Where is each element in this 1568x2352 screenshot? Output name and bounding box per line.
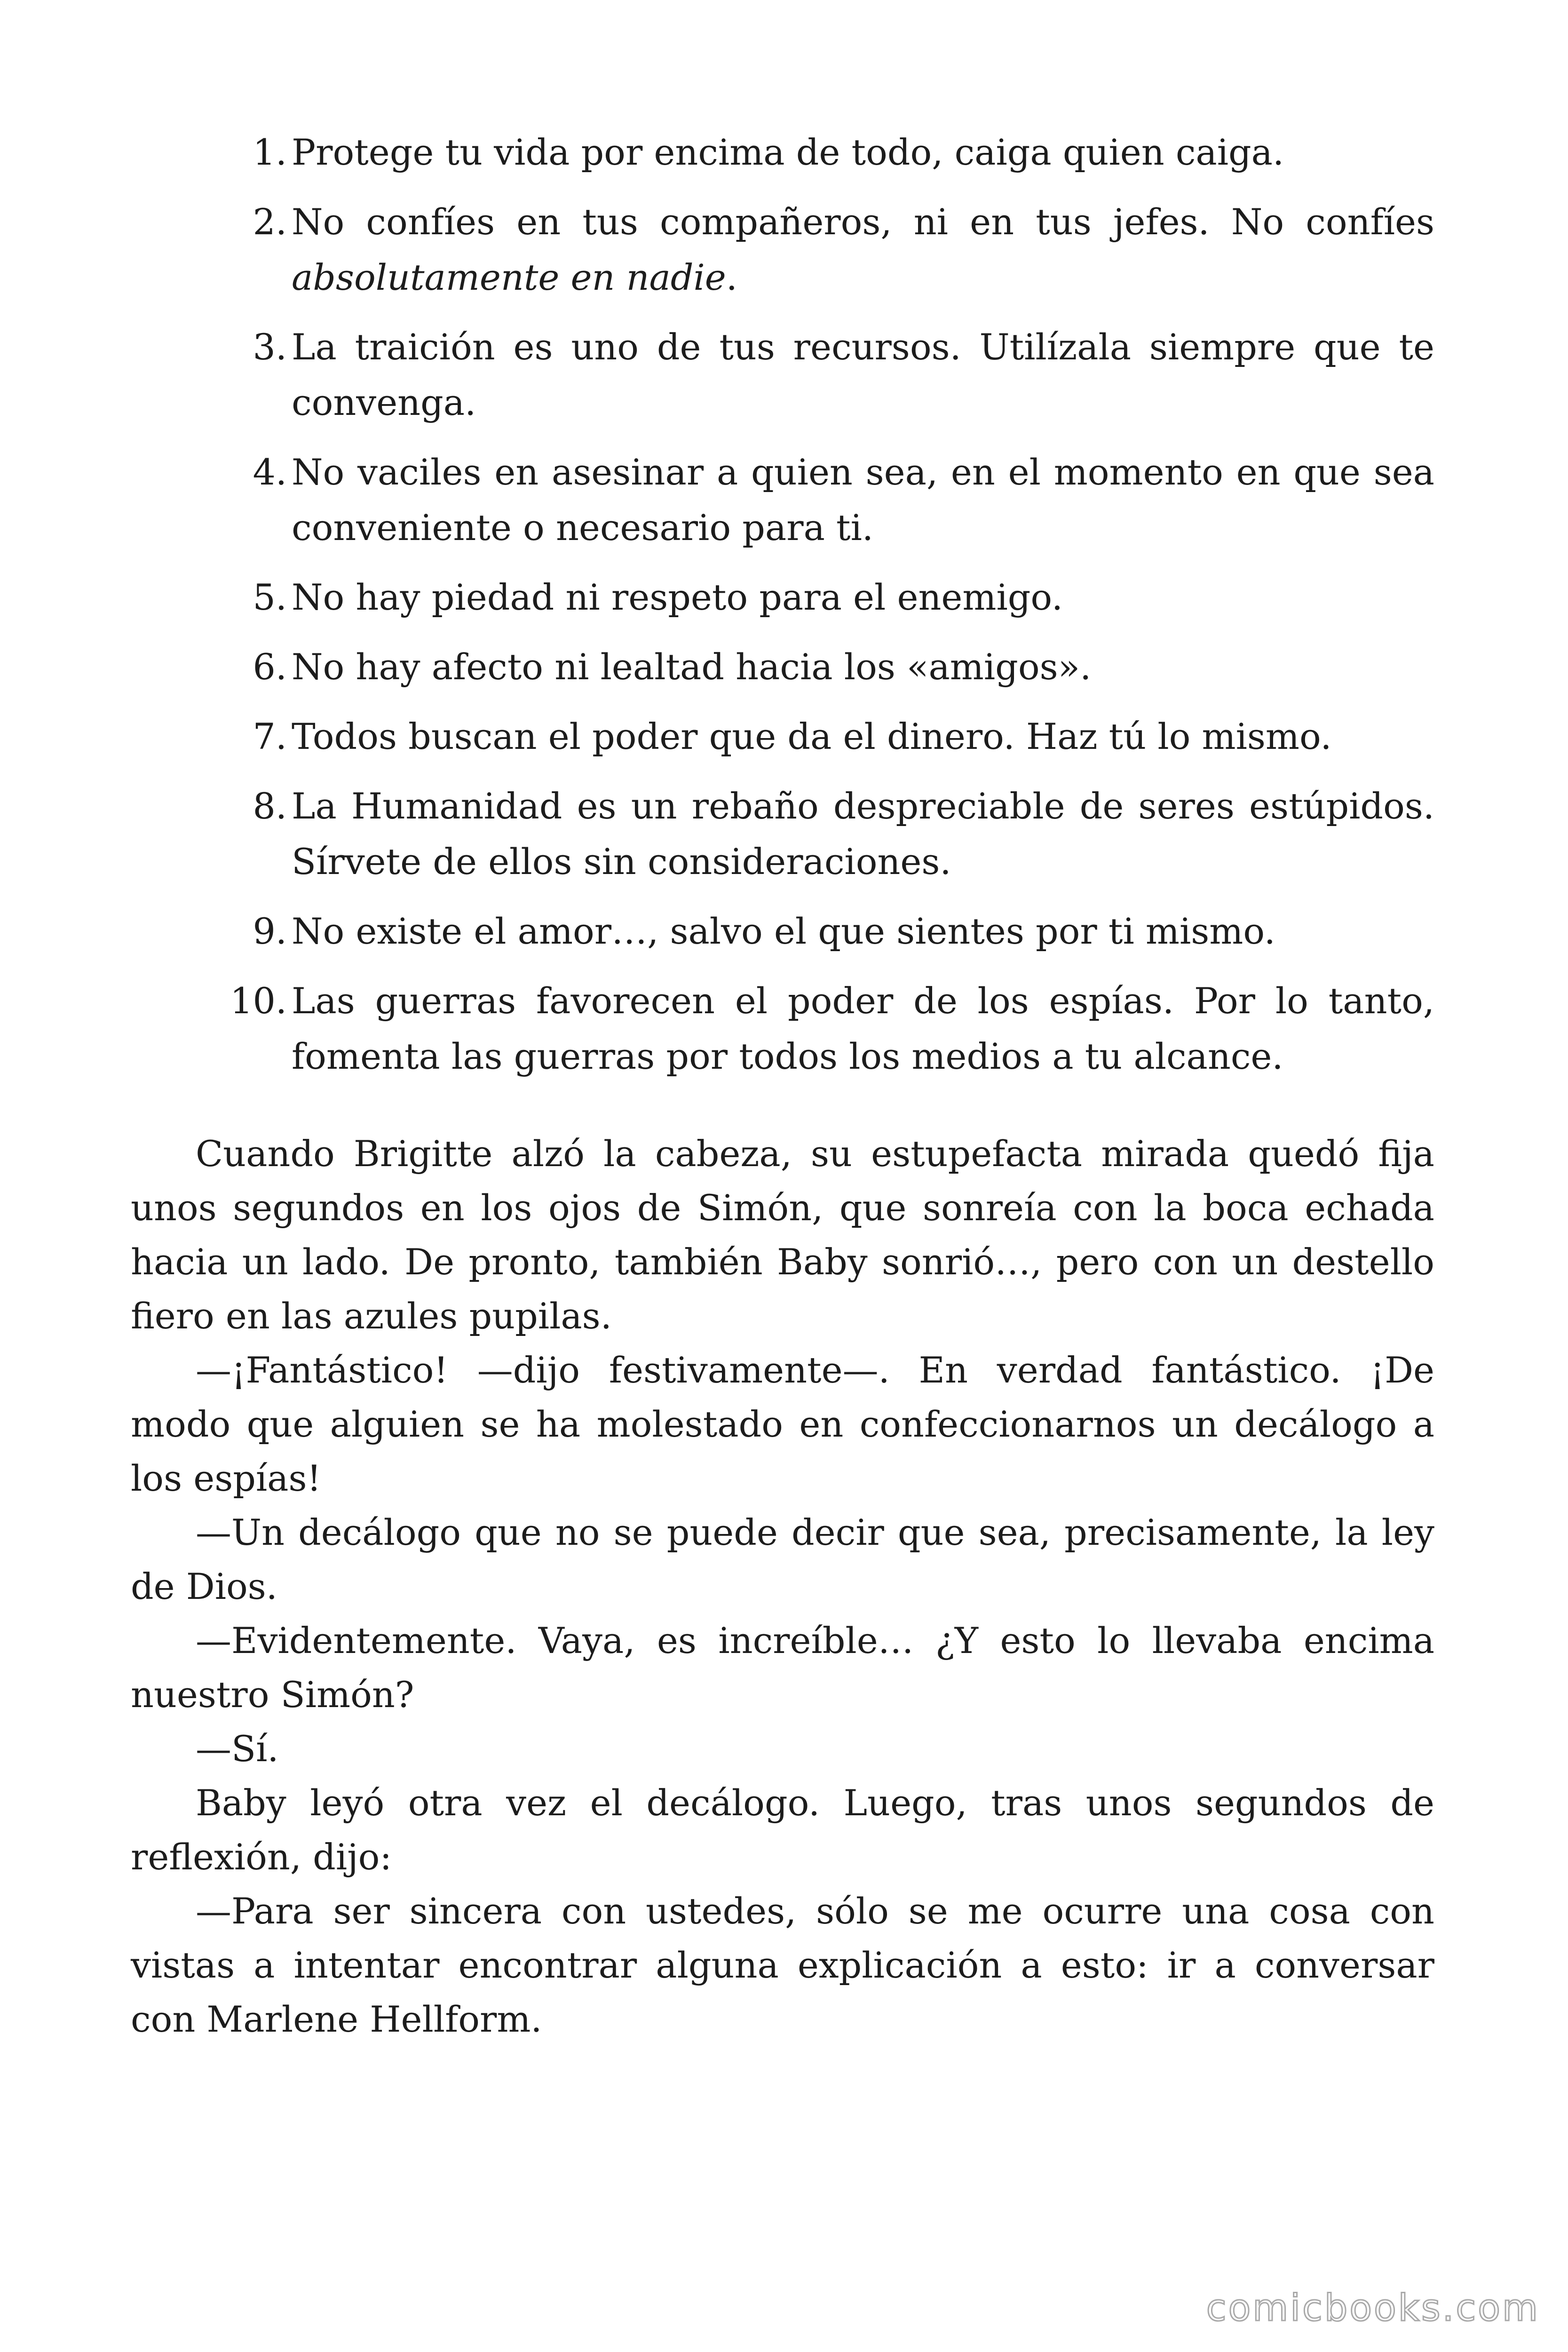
item-text: No existe el amor…, salvo el que sientes por ti mismo. xyxy=(292,910,1275,952)
item-text: Todos buscan el poder que da el dinero. Haz tú lo mismo. xyxy=(292,715,1332,757)
paragraph: —Un decálogo que no se puede decir que sea, precisamente, la ley de Dios. xyxy=(131,1511,1434,1607)
decalogue-item xyxy=(216,445,1434,556)
decalogue-item xyxy=(216,709,1434,764)
decalogue-item xyxy=(216,570,1434,625)
paragraph: Baby leyó otra vez el decálogo. Luego, tras unos segundos de reflexión, dijo: xyxy=(131,1782,1434,1878)
item-number: 4. xyxy=(253,451,287,493)
decalogue-item xyxy=(216,319,1434,430)
decalogue-item xyxy=(216,194,1434,305)
paragraph: —Evidentemente. Vaya, es increíble… ¿Y esto lo llevaba encima nuestro Simón? xyxy=(131,1620,1434,1716)
item-emphasis: absolutamente en nadie xyxy=(292,256,726,298)
item-text: Protege tu vida por encima de todo, caiga quien caiga. xyxy=(292,131,1284,173)
item-number: 1. xyxy=(253,131,287,173)
item-text: La traición es uno de tus recursos. Utilízala siempre que te convenga. xyxy=(292,326,1434,423)
watermark: comicbooks.com xyxy=(1206,2287,1540,2329)
decalogue-item xyxy=(216,779,1434,890)
item-number: 7. xyxy=(253,715,287,757)
item-text: No hay piedad ni respeto para el enemigo. xyxy=(292,576,1063,618)
item-number: 3. xyxy=(253,326,287,368)
item-number: 8. xyxy=(253,785,287,827)
item-number: 5. xyxy=(253,576,287,618)
item-number: 6. xyxy=(253,646,287,688)
item-text: No vaciles en asesinar a quien sea, en el momento en que sea conveniente o necesario para ti. xyxy=(292,451,1434,548)
item-text-tail: . xyxy=(726,256,737,298)
decalogue-item xyxy=(216,125,1434,180)
paragraph: —Sí. xyxy=(196,1728,279,1770)
item-number: 10. xyxy=(230,980,287,1022)
item-number: 9. xyxy=(253,910,287,952)
paragraph: —Para ser sincera con ustedes, sólo se me ocurre una cosa con vistas a intentar encontrar alguna explicación a esto: ir a conversar con Marlene Hellform. xyxy=(131,1890,1434,2040)
item-text: No confíes en tus compañeros, ni en tus jefes. No confíes xyxy=(292,201,1434,243)
item-text: No hay afecto ni lealtad hacia los «amigos». xyxy=(292,646,1092,688)
decalogue-item xyxy=(216,973,1434,1084)
paragraph: —¡Fantástico! —dijo festivamente—. En verdad fantástico. ¡De modo que alguien se ha molestado en confeccionarnos un decálogo a los espías! xyxy=(131,1349,1434,1499)
decalogue-item xyxy=(216,639,1434,695)
narrative-text xyxy=(131,1127,1434,2046)
decalogue-list xyxy=(216,125,1434,1098)
item-text: Las guerras favorecen el poder de los espías. Por lo tanto, fomenta las guerras por todos los medios a tu alcance. xyxy=(292,980,1434,1077)
item-number: 2. xyxy=(253,201,287,243)
item-text: La Humanidad es un rebaño despreciable de seres estúpidos. Sírvete de ellos sin consideraciones. xyxy=(292,785,1434,882)
paragraph: Cuando Brigitte alzó la cabeza, su estupefacta mirada quedó fija unos segundos en los ojos de Simón, que sonreía con la boca echada hacia un lado. De pronto, también Baby sonrió…, pero con un destello fiero en las azules pupilas. xyxy=(131,1133,1434,1337)
decalogue-item xyxy=(216,904,1434,959)
